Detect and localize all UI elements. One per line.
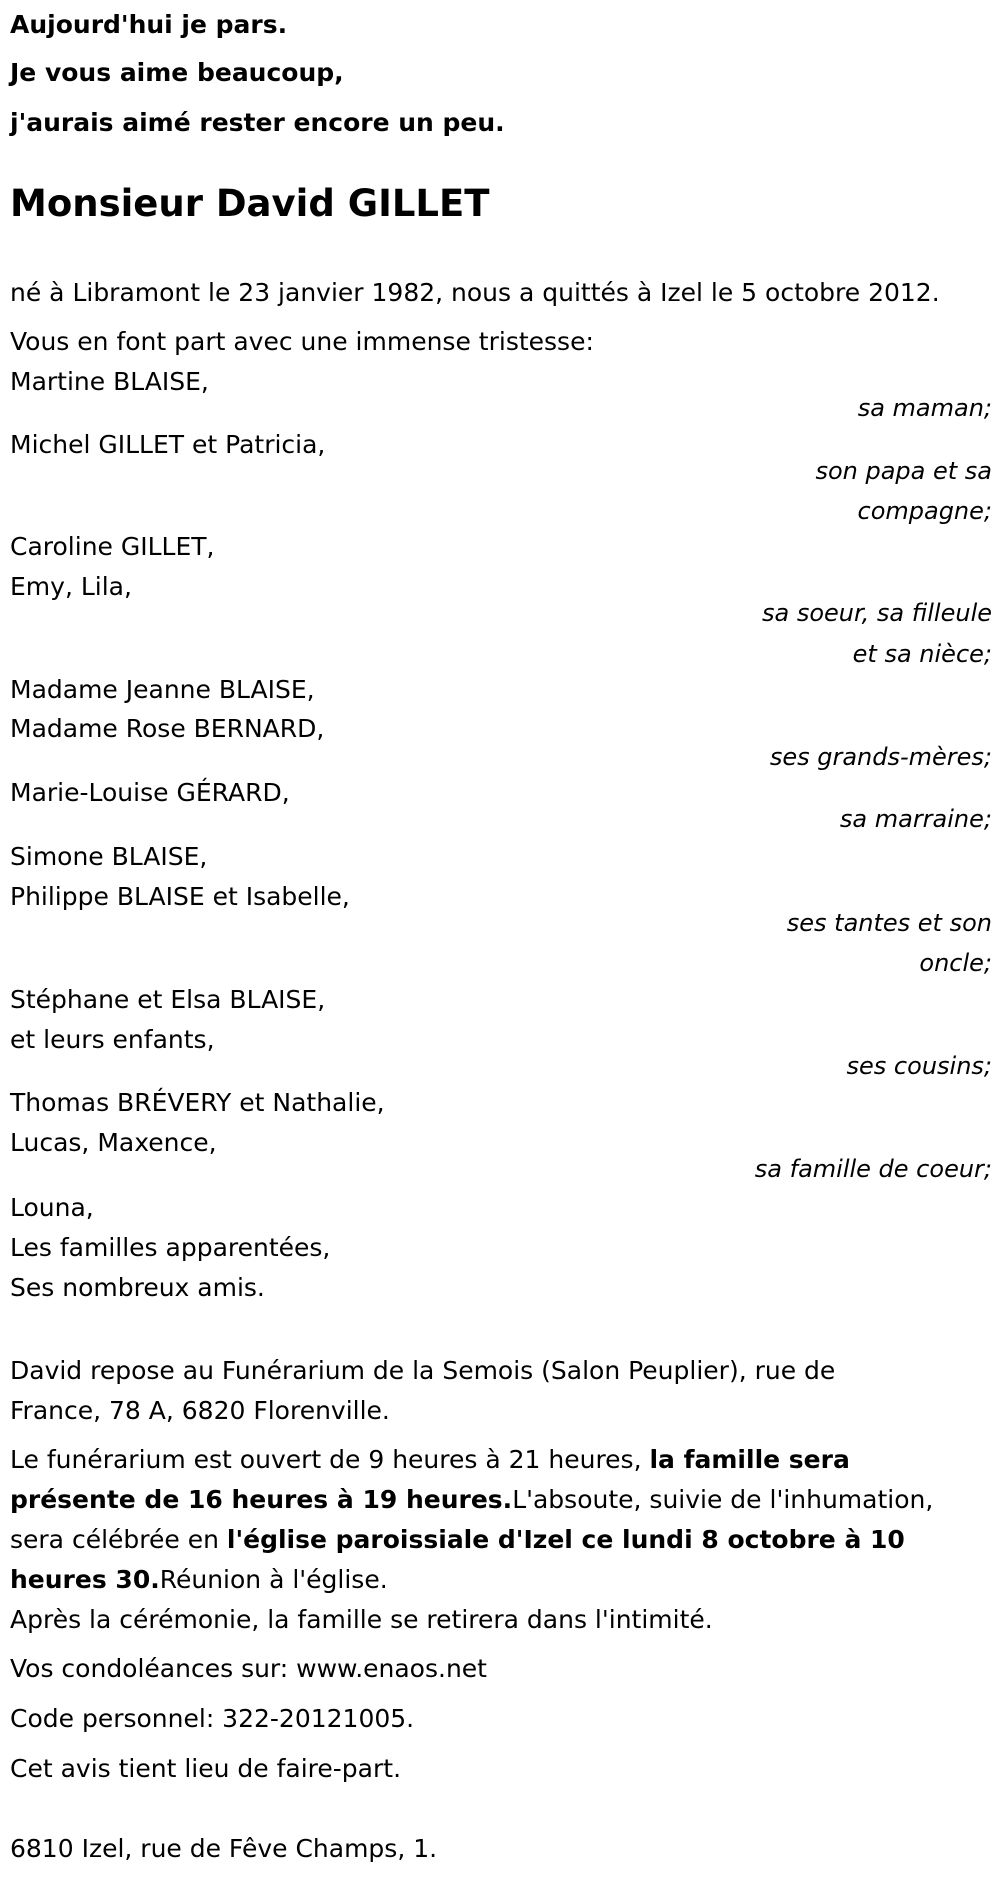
funeral-highlight: heures 30. <box>10 1565 160 1594</box>
family-relation: sa soeur, sa filleule <box>761 599 992 627</box>
repose-line-1: David repose au Funérarium de la Semois (Salon Peuplier), rue de <box>10 1356 836 1385</box>
family-name: Madame Jeanne BLAISE, <box>10 675 315 704</box>
family-name: Michel GILLET et Patricia, <box>10 430 326 459</box>
epigraph-line-3: j'aurais aimé rester encore un peu. <box>10 108 505 137</box>
family-name: et leurs enfants, <box>10 1025 215 1054</box>
family-name: Martine BLAISE, <box>10 367 209 396</box>
funeral-text: L'absoute, suivie de l'inhumation, <box>512 1485 934 1514</box>
funeral-text: Le funérarium est ouvert de 9 heures à 21 heures, <box>10 1445 650 1474</box>
family-relation: sa maman; <box>857 394 992 422</box>
funeral-highlight: l'église paroissiale d'Izel ce lundi 8 octobre à 10 <box>226 1525 905 1554</box>
funeral-highlight: présente de 16 heures à 19 heures. <box>10 1485 513 1514</box>
family-name: Stéphane et Elsa BLAISE, <box>10 985 326 1014</box>
funeral-text: Réunion à l'église. <box>159 1565 388 1594</box>
family-name: Thomas BRÉVERY et Nathalie, <box>10 1088 385 1117</box>
family-relation: sa famille de coeur; <box>754 1155 992 1183</box>
closing-name: Louna, <box>10 1193 94 1222</box>
funeral-highlight: la famille sera <box>649 1445 850 1474</box>
family-name: Emy, Lila, <box>10 572 132 601</box>
funeral-text: sera célébrée en <box>10 1525 227 1554</box>
family-relation: oncle; <box>919 949 992 977</box>
family-relation: sa marraine; <box>839 805 992 833</box>
family-relation: ses cousins; <box>846 1052 992 1080</box>
family-name: Lucas, Maxence, <box>10 1128 217 1157</box>
personal-code: Code personnel: 322-20121005. <box>10 1704 415 1733</box>
funeral-details <box>10 1440 992 1600</box>
deceased-name: Monsieur David GILLET <box>10 182 490 225</box>
condolences-line: Vos condoléances sur: www.enaos.net <box>10 1654 487 1683</box>
closing-name: Ses nombreux amis. <box>10 1273 265 1302</box>
family-relation: son papa et sa <box>815 457 992 485</box>
family-relation: ses grands-mères; <box>769 743 992 771</box>
epigraph-line-2: Je vous aime beaucoup, <box>10 58 344 87</box>
family-name: Madame Rose BERNARD, <box>10 714 325 743</box>
family-relation: et sa nièce; <box>852 640 992 668</box>
family-name: Philippe BLAISE et Isabelle, <box>10 882 350 911</box>
closing-name: Les familles apparentées, <box>10 1233 331 1262</box>
repose-line-2: France, 78 A, 6820 Florenville. <box>10 1396 390 1425</box>
family-relation: ses tantes et son <box>786 909 992 937</box>
notice-line: Cet avis tient lieu de faire-part. <box>10 1754 402 1783</box>
address-line: 6810 Izel, rue de Fêve Champs, 1. <box>10 1834 438 1863</box>
birth-death-line: né à Libramont le 23 janvier 1982, nous a quittés à Izel le 5 octobre 2012. <box>10 278 940 307</box>
family-name: Marie-Louise GÉRARD, <box>10 778 290 807</box>
intro-line: Vous en font part avec une immense tristesse: <box>10 327 594 356</box>
epigraph-line-1: Aujourd'hui je pars. <box>10 10 288 39</box>
family-name: Simone BLAISE, <box>10 842 208 871</box>
family-relation: compagne; <box>857 497 992 525</box>
after-ceremony: Après la cérémonie, la famille se retirera dans l'intimité. <box>10 1605 713 1634</box>
family-name: Caroline GILLET, <box>10 532 215 561</box>
